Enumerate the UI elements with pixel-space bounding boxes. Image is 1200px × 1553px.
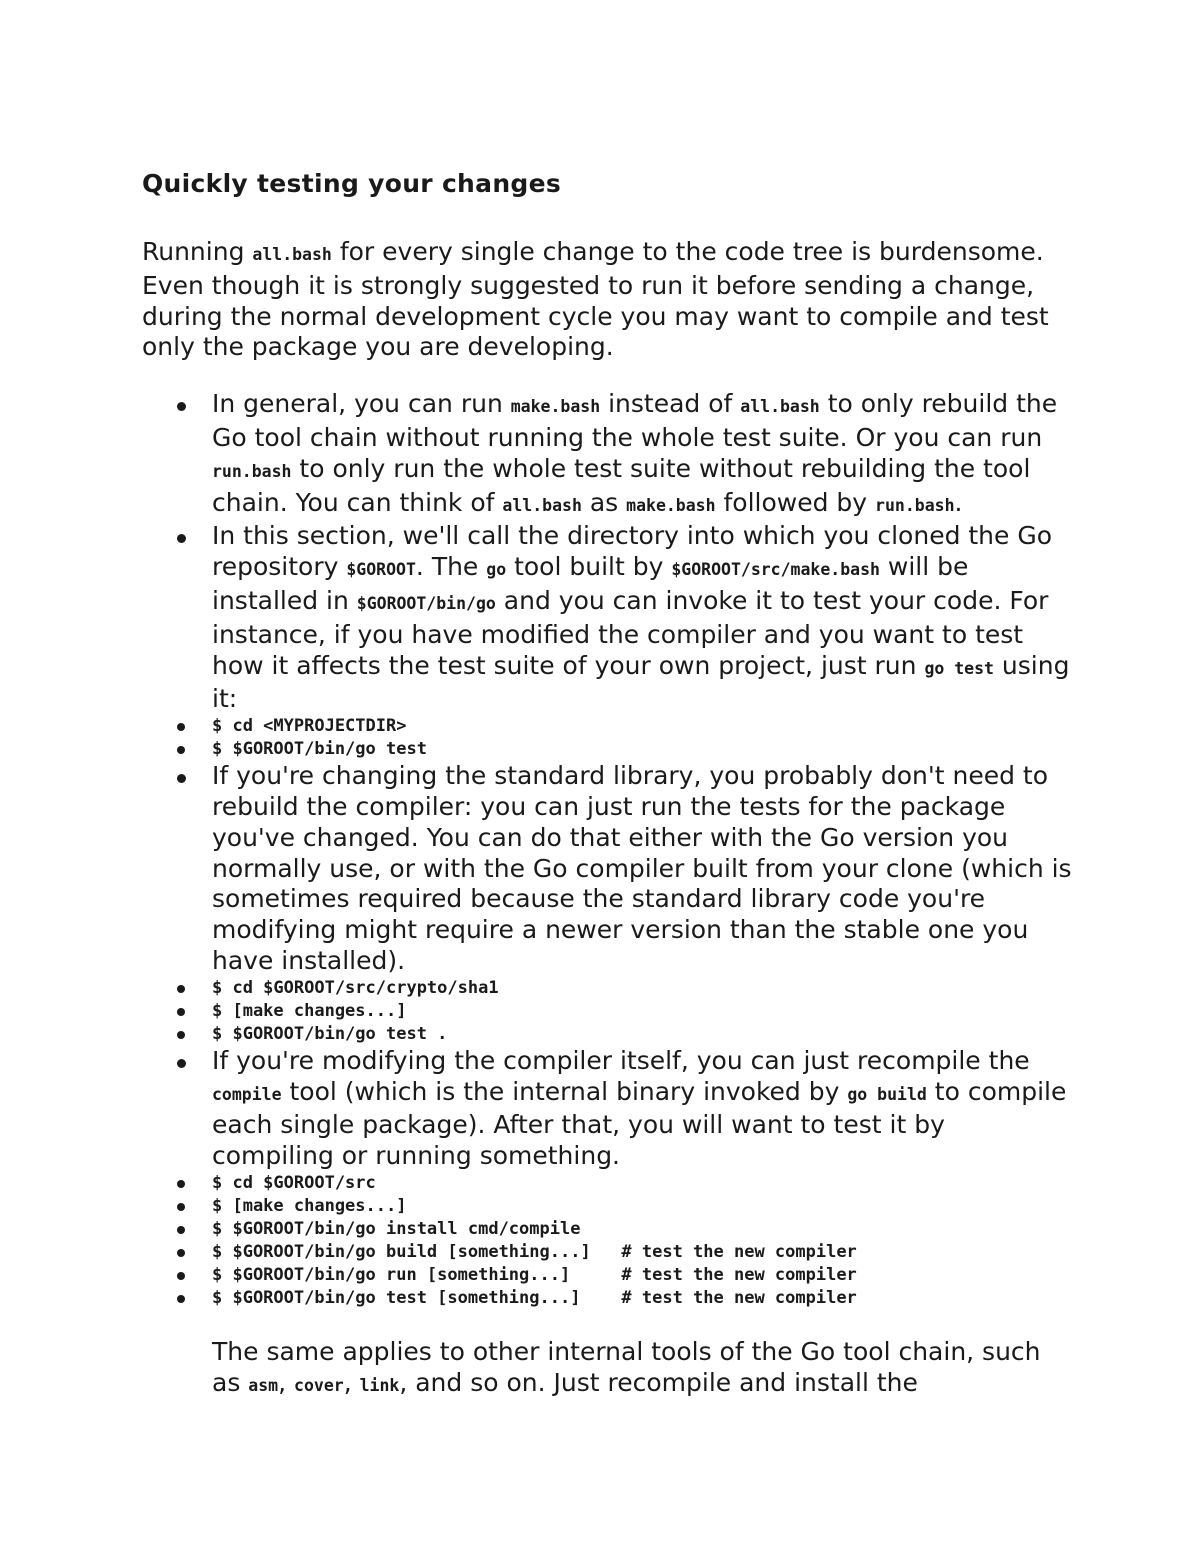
text: for every single change to the code tree is burdensome. Even though it is strongly suggested to run it before sending a change, during the normal development cycle you may want to compile and test only the package you are developing. bbox=[142, 237, 1049, 362]
section-heading: Quickly testing your changes bbox=[142, 169, 562, 198]
command-line: $ [make changes...] bbox=[142, 1000, 1072, 1023]
inline-code: $GOROOT/bin/go bbox=[356, 593, 496, 613]
inline-code: go bbox=[486, 560, 507, 580]
inline-code: make.bash bbox=[510, 397, 601, 417]
inline-code: all.bash bbox=[252, 245, 332, 264]
inline-code: asm bbox=[248, 1375, 279, 1395]
list-item: If you're modifying the compiler itself, you can just recompile the compile tool (which is the internal binary invoked by go build to compile each single package). After that, you will want to test it by compiling or running something. bbox=[142, 1046, 1072, 1172]
document-page bbox=[142, 168, 1072, 1402]
inline-code: go build bbox=[847, 1084, 927, 1104]
inline-code: run.bash bbox=[875, 495, 955, 515]
inline-code: make.bash bbox=[626, 495, 716, 515]
command-line: $ $GOROOT/bin/go test . bbox=[142, 1023, 1072, 1046]
inline-code: compile bbox=[212, 1084, 282, 1104]
command-line: $ cd <MYPROJECTDIR> bbox=[142, 715, 1072, 738]
list-item: In this section, we'll call the directory into which you cloned the Go repository $GOROOT. The go tool built by $GOROOT/src/make.bash will be installed in $GOROOT/bin/go and you can invoke it to test your code. For instance, if you have modified the compiler and you want to test how it affects the test suite of your own project, just run go test using it: bbox=[142, 521, 1072, 715]
command-line: $ $GOROOT/bin/go install cmd/compile bbox=[142, 1218, 1072, 1241]
inline-code: all.bash bbox=[740, 397, 820, 417]
inline-code: $GOROOT bbox=[346, 560, 416, 580]
command-line: $ $GOROOT/bin/go run [something...] # test the new compiler bbox=[142, 1264, 1072, 1287]
command-line: $ $GOROOT/bin/go test bbox=[142, 738, 1072, 761]
intro-paragraph bbox=[142, 237, 1072, 363]
command-line: $ $GOROOT/bin/go test [something...] # test the new compiler bbox=[142, 1287, 1072, 1310]
command-line: $ $GOROOT/bin/go build [something...] # test the new compiler bbox=[142, 1241, 1072, 1264]
inline-code: run.bash bbox=[212, 461, 292, 481]
command-line: $ cd $GOROOT/src bbox=[142, 1172, 1072, 1195]
trailing-paragraph: The same applies to other internal tools of the Go tool chain, such as asm, cover, link, and so on. Just recompile and install the bbox=[212, 1336, 1041, 1397]
tips-list bbox=[142, 389, 1072, 1310]
list-item: If you're changing the standard library, you probably don't need to rebuild the compiler: you can just run the tests for the package you've changed. You can do that either with the Go version you normally use, or with the Go compiler built from your clone (which is sometimes required because the standard library code you're modifying might require a newer version than the stable one you have installed). bbox=[142, 761, 1072, 977]
inline-code: link bbox=[359, 1375, 400, 1395]
inline-code: go test bbox=[924, 658, 994, 678]
list-item: In general, you can run make.bash instead of all.bash to only rebuild the Go tool chain without running the whole test suite. Or you can run run.bash to only run the whole test suite without rebuilding the tool chain. You can think of all.bash as make.bash followed by run.bash. bbox=[142, 389, 1072, 521]
inline-code: cover bbox=[294, 1375, 344, 1395]
inline-code: all.bash bbox=[502, 495, 582, 515]
command-line: $ [make changes...] bbox=[142, 1195, 1072, 1218]
text: Running bbox=[142, 237, 253, 266]
inline-code: $GOROOT/src/make.bash bbox=[671, 560, 880, 580]
command-line: $ cd $GOROOT/src/crypto/sha1 bbox=[142, 977, 1072, 1000]
